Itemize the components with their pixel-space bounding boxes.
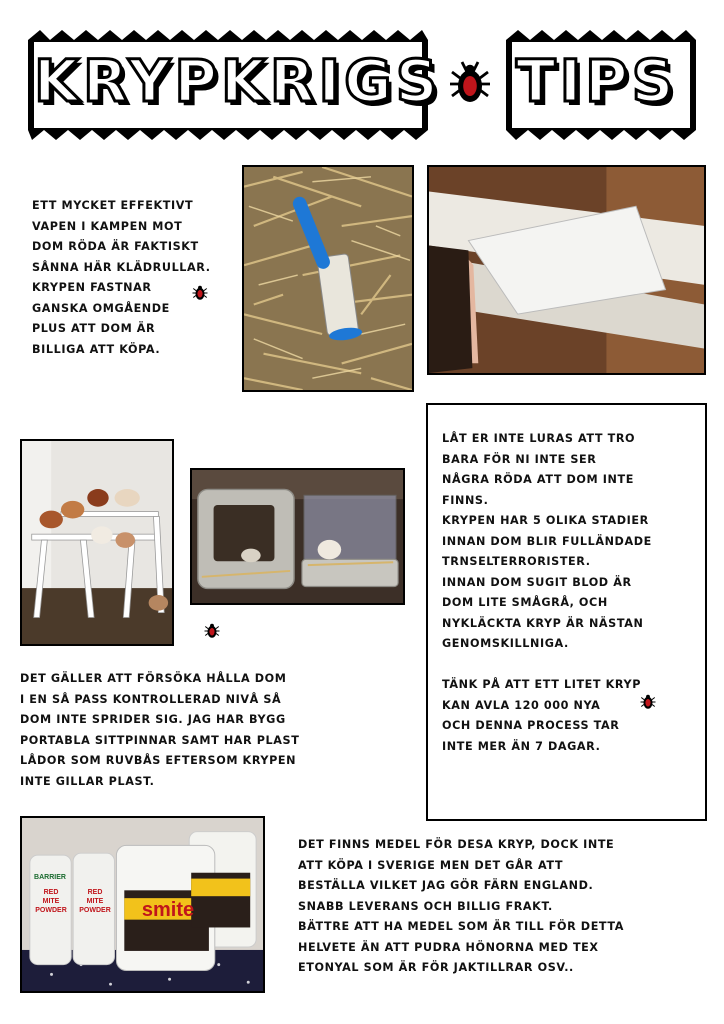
info-line: TÄNK PÅ ATT ETT LITET KRYP <box>442 678 642 691</box>
bottom-text <box>298 835 624 979</box>
product-bottle-label-3 <box>75 888 115 915</box>
info-line: INNAN DOM BLIR FULLÄNDADE <box>442 534 652 548</box>
title-left: KRYPKRIGS <box>34 47 442 115</box>
middle-line: DET GÄLLER ATT FÖRSÖKA HÅLLA DOM <box>20 672 287 685</box>
info-line: GENOMSKILLNIGA. <box>442 637 569 650</box>
bottom-line: BÄTTRE ATT HA MEDEL SOM ÄR TILL FÖR DETTA <box>298 920 625 933</box>
photo-lint-roller <box>242 165 414 392</box>
product-jug-label <box>126 899 210 921</box>
intro-text <box>32 196 211 360</box>
title-right: TIPS <box>516 47 678 115</box>
bottom-line: ATT KÖPA I SVERIGE MEN DET GÅR ATT <box>298 858 564 872</box>
intro-line: ETT MYCKET EFFEKTIVT <box>32 199 194 212</box>
bottle-text-2: MITE <box>86 898 104 905</box>
intro-line: PLUS ATT DOM ÄR <box>32 322 156 335</box>
info-line: INNAN DOM SUGIT BLOD ÄR <box>442 575 632 589</box>
info-line: KRYPEN HAR 5 OLIKA STADIER <box>442 514 649 527</box>
bottom-line: SNABB LEVERANS OCH BILLIG FRAKT. <box>298 899 553 913</box>
photo-chicken-perches <box>20 439 174 646</box>
bottle-text-1: RED <box>43 889 59 896</box>
bottom-line: BESTÄLLA VILKET JAG GÖR FÄRN ENGLAND. <box>298 879 594 892</box>
bottle-text-1: RED <box>87 889 103 896</box>
middle-text <box>20 669 299 792</box>
bottle-text-3: POWDER <box>79 907 111 914</box>
intro-line: DOM RÖDA ÄR FAKTISKT <box>32 240 199 253</box>
bottom-line: DET FINNS MEDEL FÖR DESA KRYP, DOCK INTE <box>298 838 615 851</box>
middle-line: I EN SÅ PASS KONTROLLERAD NIVÅ SÅ <box>20 692 282 706</box>
intro-line: BILLIGA ATT KÖPA. <box>32 342 161 356</box>
product-bottle-label-2 <box>31 888 71 915</box>
intro-line: KRYPEN FASTNAR <box>32 281 152 294</box>
info-line: TRNSELTERRORISTER. <box>442 555 591 568</box>
middle-line: INTE GILLAR PLAST. <box>20 774 155 788</box>
info-line: FINNS. <box>442 493 489 507</box>
info-line: BARA FÖR NI INTE SER <box>442 452 597 466</box>
photo-nesting-boxes <box>190 468 405 605</box>
mite-icon <box>204 622 220 640</box>
bottom-line: ETONYAL SOM ÄR FÖR JAKTILLRAR OSV.. <box>298 961 574 974</box>
intro-line: VAPEN I KAMPEN MOT <box>32 219 183 233</box>
bottle-text-3: POWDER <box>35 907 67 914</box>
bottle-text-2: MITE <box>42 898 60 905</box>
info-box <box>426 403 707 821</box>
info-line: INTE MER ÄN 7 DAGAR. <box>442 739 601 753</box>
bottle-brand: BARRIER <box>34 874 66 881</box>
middle-line: PORTABLA SITTPINNAR SAMT HAR PLAST <box>20 733 300 747</box>
mite-icon <box>192 284 208 302</box>
middle-line: LÅDOR SOM RUVBÅS EFTERSOM KRYPEN <box>20 754 297 767</box>
jug-brand: smite <box>141 899 195 921</box>
info-line: OCH DENNA PROCESS TAR <box>442 719 620 732</box>
info-line: NYKLÄCKTA KRYP ÄR NÄSTAN <box>442 616 644 630</box>
photo-peeled-sheet <box>427 165 706 375</box>
intro-line: SÅNNA HÄR KLÄDRULLAR. <box>32 260 211 274</box>
info-line: KAN AVLA 120 000 NYA <box>442 698 601 712</box>
info-line: DOM LITE SMÅGRÅ, OCH <box>442 596 608 609</box>
info-box-text <box>442 429 652 757</box>
info-line <box>442 655 652 676</box>
mite-icon <box>640 693 656 711</box>
intro-line: GANSKA OMGÅENDE <box>32 301 170 315</box>
bottom-line: HELVETE ÄN ATT PUDRA HÖNORNA MED TEX <box>298 940 599 954</box>
info-line: LÅT ER INTE LURAS ATT TRO <box>442 432 636 445</box>
middle-line: DOM INTE SPRIDER SIG. JAG HAR BYGG <box>20 713 286 726</box>
mite-icon <box>450 60 490 108</box>
product-bottle-label <box>30 873 70 882</box>
info-line: NÅGRA RÖDA ATT DOM INTE <box>442 473 634 486</box>
